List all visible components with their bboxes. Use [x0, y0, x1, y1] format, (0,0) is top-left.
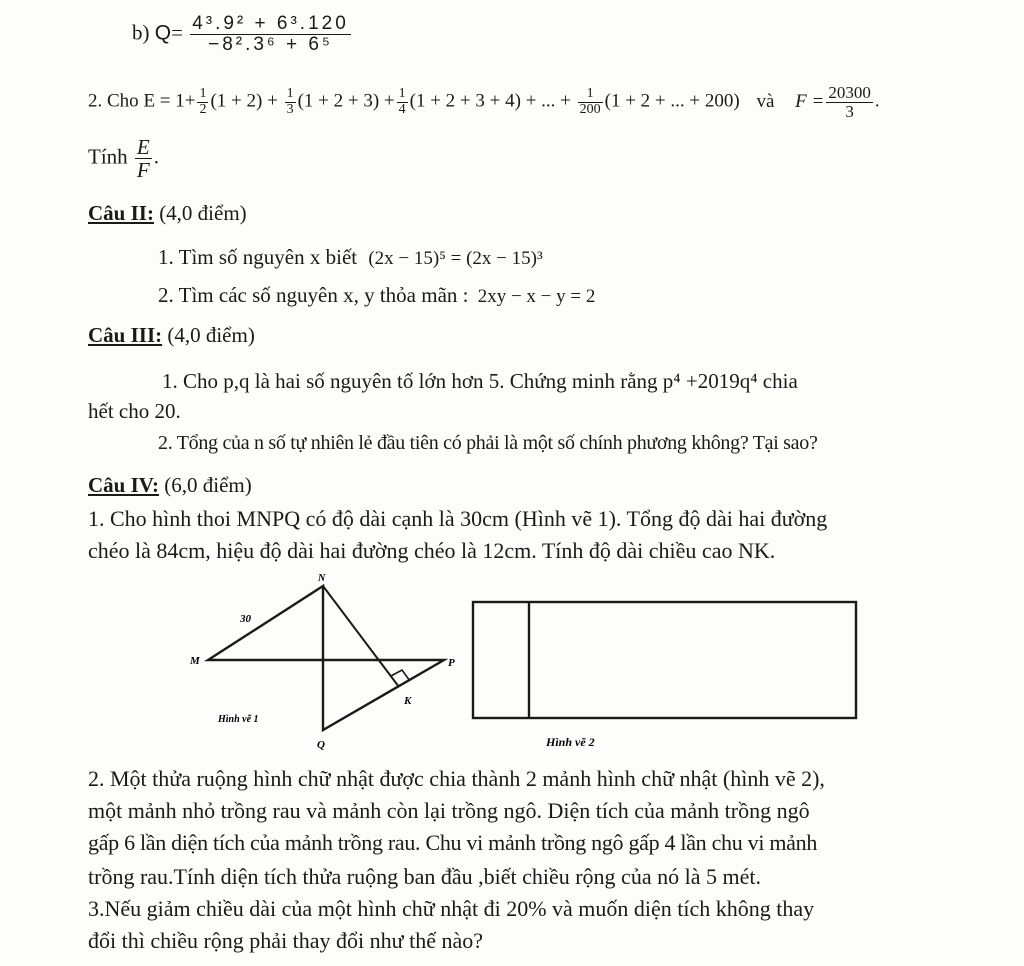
figure-rhombus	[180, 572, 460, 752]
q2-frac-4: $\frac{1}{4}$	[398, 86, 406, 117]
label-m: M	[190, 655, 200, 667]
label-n: N	[318, 573, 326, 584]
q2-term-4: (1 + 2 + 3 + 4) + ... +	[409, 90, 571, 112]
height-nk	[323, 586, 399, 687]
q1b-lhs: Q	[154, 21, 172, 45]
cau4-item2-c: gấp 6 lần diện tích của mảnh trồng rau. Chu vi mảnh trồng ngô gấp 4 lần chu vi mảnh	[88, 830, 818, 855]
cau2-item1: 1. Tìm số nguyên x biết (2x − 15)⁵ = (2x − 15)³	[158, 245, 543, 269]
figure-rectangle	[466, 596, 862, 752]
field-rectangle	[473, 602, 856, 718]
q1b-label: b)	[132, 20, 150, 45]
cau4-item2-d: trồng rau.Tính diện tích thửa ruộng ban đầu ,biết chiều rộng của nó là 5 mét.	[88, 864, 761, 889]
cau4-points: (6,0 điểm)	[164, 473, 252, 497]
cau4-item1-a: 1. Cho hình thoi MNPQ có độ dài cạnh là 30cm (Hình vẽ 1). Tổng độ dài hai đường	[88, 506, 828, 531]
rhombus-outline	[208, 586, 444, 730]
q2-line: 2. Cho E = 1+ $\frac{1}{2}$ (1 + 2) + $\frac{1}{3}$ (1 + 2 + 3) + $\frac{1}{4}$ (1 + 2 + 3 + 4) + ... + $\frac{1}{200}$ (1 + 2 + ... + 200) và F = $\frac{20300}{3}$ .	[88, 83, 880, 121]
cau4-item2-a: 2. Một thửa ruộng hình chữ nhật được chia thành 2 mảnh hình chữ nhật (hình vẽ 2),	[88, 766, 825, 791]
cau3-points: (4,0 điểm)	[167, 323, 255, 347]
cau4-item1-b: chéo là 84cm, hiệu độ dài hai đường chéo là 12cm. Tính độ dài chiều cao NK.	[88, 538, 776, 563]
q2-frac-2: $\frac{1}{2}$	[199, 86, 207, 117]
cau3-title: Câu III:	[88, 323, 163, 347]
q2-term-3: (1 + 2 + 3) +	[297, 90, 395, 112]
label-side-length: 30	[240, 613, 251, 625]
cau4-item2-b: một mảnh nhỏ trồng rau và mảnh còn lại trồng ngô. Diện tích của mảnh trồng ngô	[88, 798, 810, 823]
cau2-item2: 2. Tìm các số nguyên x, y thỏa mãn : 2xy − x − y = 2	[158, 283, 596, 307]
q1b-line	[132, 14, 353, 55]
figure1-caption: Hình vẽ 1	[218, 714, 259, 725]
q2-compute-line: Tính $\frac{E}{F}$ .	[88, 135, 159, 183]
cau2-item2-equation: 2xy − x − y = 2	[477, 286, 596, 307]
q2-ef-fraction: $\frac{E}{F}$	[136, 135, 150, 183]
figure2-caption: Hình vẽ 2	[546, 735, 595, 749]
cau4-item3-a: 3.Nếu giảm chiều dài của một hình chữ nhật đi 20% và muốn diện tích không thay	[88, 896, 815, 921]
q1b-eq: =	[171, 20, 183, 45]
cau4-item3-b: đổi thì chiều rộng phải thay đổi như thế nào?	[88, 928, 484, 953]
q2-term-2: (1 + 2) +	[210, 90, 278, 112]
q1b-denominator: −8².3⁶ + 6⁵	[208, 33, 333, 55]
q2-tinh: Tính	[88, 144, 128, 169]
q1b-fraction	[190, 14, 351, 55]
q2-label: 2. Cho	[88, 90, 139, 112]
cau2-header	[88, 200, 247, 226]
q2-and: và	[756, 90, 775, 112]
cau3-item1-b: hết cho 20.	[88, 399, 181, 423]
q2-f-lhs: F =	[795, 90, 825, 112]
label-q: Q	[317, 739, 325, 751]
q2-term-200: (1 + 2 + ... + 200)	[604, 90, 740, 112]
cau2-title: Câu II:	[88, 201, 154, 225]
cau2-points: (4,0 điểm)	[159, 201, 247, 225]
q2-f-fraction: $\frac{20300}{3}$	[828, 83, 871, 121]
cau2-item1-equation: (2x − 15)⁵ = (2x − 15)³	[368, 248, 543, 269]
q2-frac-3: $\frac{1}{3}$	[286, 86, 294, 117]
label-k: K	[404, 695, 412, 707]
cau3-item1-a: 1. Cho p,q là hai số nguyên tố lớn hơn 5. Chứng minh rằng p⁴ +2019q⁴ chia	[162, 369, 798, 393]
q2-e-start: E = 1+	[143, 90, 196, 112]
cau4-header	[88, 472, 252, 498]
q1b-numerator: 4³.9² + 6³.120	[192, 13, 349, 34]
cau3-header	[88, 322, 255, 348]
label-p: P	[448, 657, 455, 669]
cau4-title: Câu IV:	[88, 473, 159, 497]
q2-frac-200: $\frac{1}{200}$	[579, 86, 601, 117]
cau3-item2: 2. Tổng của n số tự nhiên lẻ đầu tiên có phải là một số chính phương không? Tại sao?	[158, 432, 818, 454]
